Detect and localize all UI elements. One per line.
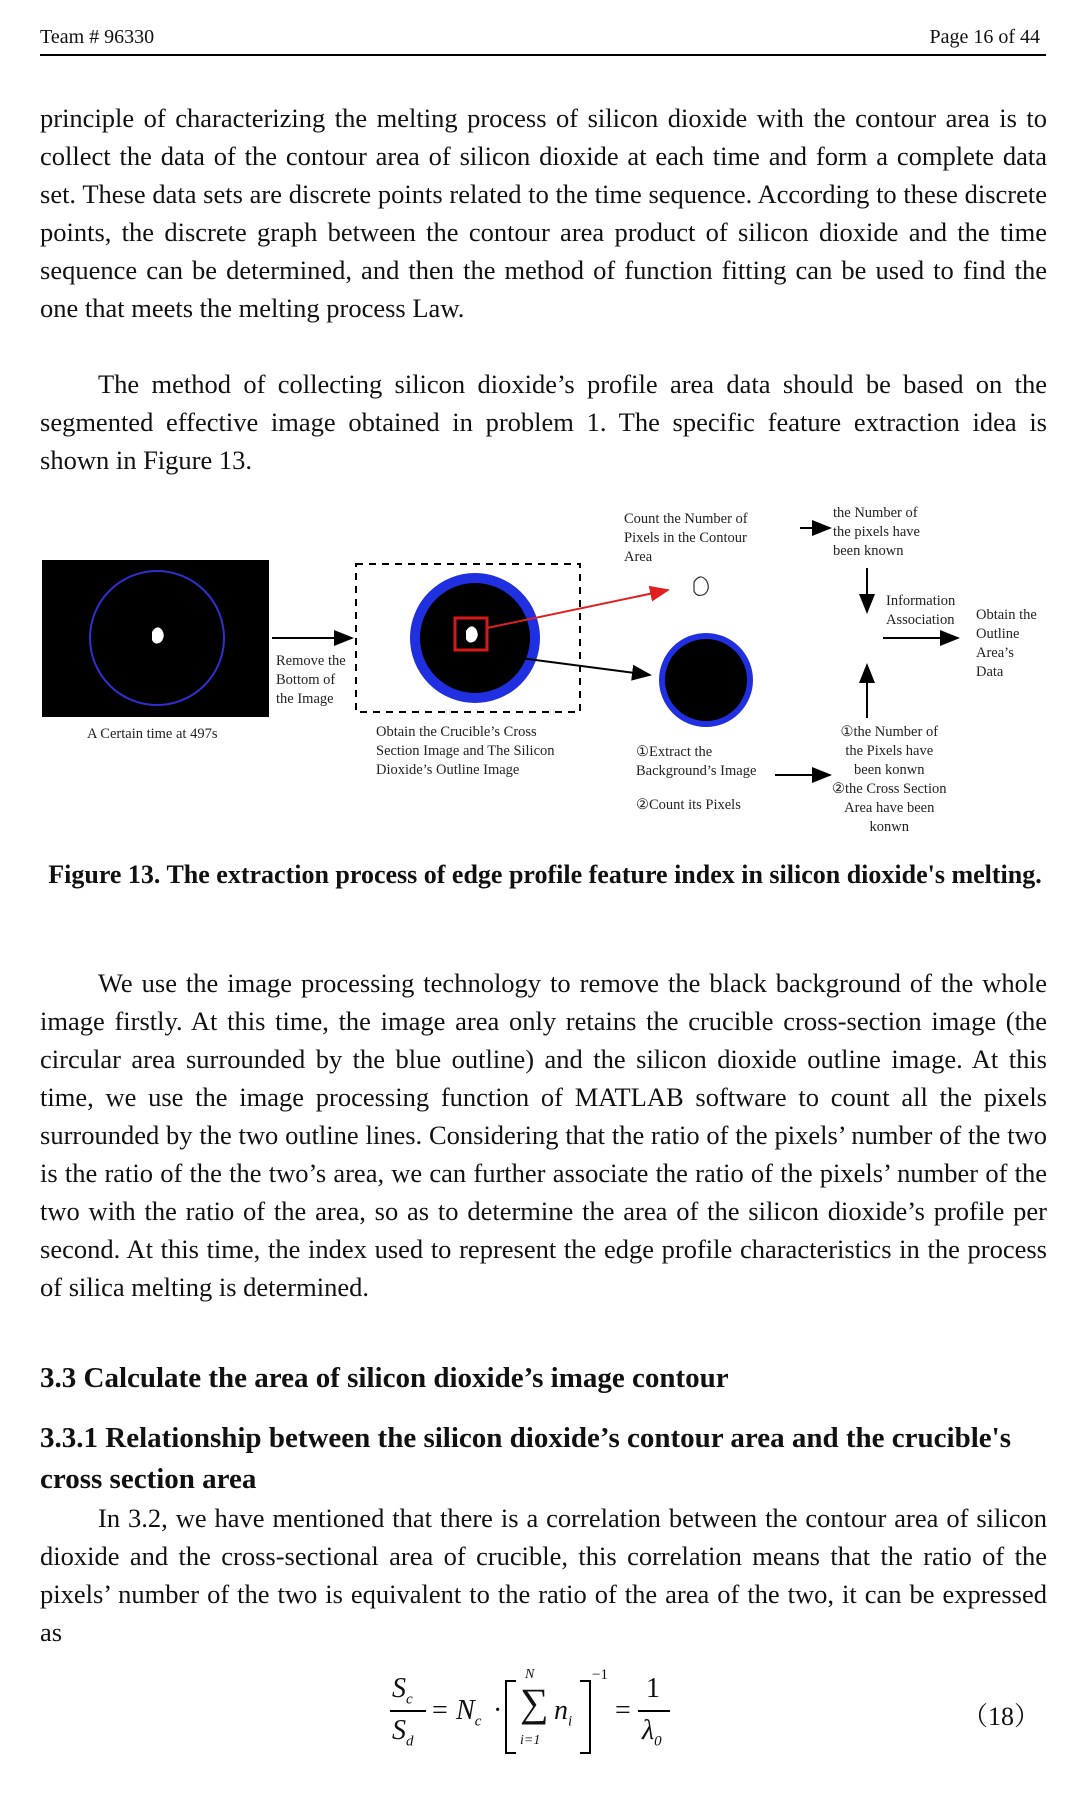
label-extract: ①Extract the Background’s Image xyxy=(636,744,757,779)
eq-equals-2: = xyxy=(615,1695,631,1726)
header-rule xyxy=(40,54,1046,56)
eq-nc: $N_c$ xyxy=(456,1695,482,1730)
section-heading-3-3: 3.3 Calculate the area of silicon dioxide’s image contour xyxy=(40,1362,729,1394)
paragraph-4: In 3.2, we have mentioned that there is a correlation between the contour area of silicon dioxide and the cross-sectional area of crucible, this correlation means that the ratio of the pixels’ number of the two is equivalent to the ratio of the area of the two, it can be expressed as xyxy=(40,1503,1047,1647)
eq-bracket-left xyxy=(505,1680,516,1754)
eq-dot: · xyxy=(493,1695,503,1726)
label-remove: Remove the Bottom of the Image xyxy=(276,653,346,707)
eq-equals-1: = xyxy=(432,1695,448,1726)
label-obtain: Obtain the Crucible’s Cross Section Image and The Silicon Dioxide’s Outline Image xyxy=(376,724,555,778)
label-count: Count the Number of Pixels in the Contour Area xyxy=(624,511,748,565)
eq-ni: $n_i$ xyxy=(554,1695,573,1730)
extracted-blob xyxy=(694,577,708,596)
label-count-pixels: ②Count its Pixels xyxy=(636,797,741,813)
equation-18 xyxy=(380,1665,700,1765)
equation-number: （18） xyxy=(961,1702,1040,1731)
label-numbers-known: ①the Number of the Pixels have been konwn ②the Cross Section Area have been konwn xyxy=(832,724,947,835)
figure-caption: Figure 13. The extraction process of edge profile feature index in silicon dioxide's melting. xyxy=(48,860,1042,889)
eq-sum-sign: ∑ xyxy=(520,1680,549,1725)
eq-lhs-num: $S_c$ xyxy=(392,1673,413,1708)
arrow-black xyxy=(520,658,650,675)
running-header-page: Page 16 of 44 xyxy=(929,26,1040,48)
section-heading-3-3-1: 3.3.1 Relationship between the silicon dioxide’s contour area and the crucible's cross section area xyxy=(40,1422,1011,1495)
eq-bracket-right xyxy=(580,1680,591,1754)
eq-lhs-den: $S_d$ xyxy=(392,1715,414,1750)
eq-exponent: −1 xyxy=(592,1667,608,1683)
eq-rhs-num: 1 xyxy=(646,1673,660,1704)
eq-rhs-den: $\lambda_0$ xyxy=(642,1715,662,1750)
eq-sum-bottom: i=1 xyxy=(520,1733,541,1748)
eq-frac-bar-1 xyxy=(390,1710,426,1712)
label-time: A Certain time at 497s xyxy=(87,726,218,742)
paragraph-2: The method of collecting silicon dioxide’s profile area data should be based on the segmented effective image obtained in problem 1. The specific feature extraction idea is shown in Figure 13. xyxy=(40,369,1047,475)
label-outline-data: Obtain the Outline Area’s Data xyxy=(976,607,1037,680)
eq-sum-top: N xyxy=(525,1667,535,1682)
label-association: Information Association xyxy=(886,593,956,628)
label-known: the Number of the pixels have been known xyxy=(833,505,920,559)
crucible-disc-small xyxy=(662,636,750,724)
paragraph-1: principle of characterizing the melting process of silicon dioxide with the contour area is to collect the data of the contour area of silicon dioxide at each time and form a complete data set. These data sets are discrete points related to the time sequence. According to these discrete points, the discrete graph between the contour area product of silicon dioxide and the time sequence can be determined, and then the method of function fitting can be used to find the one that meets the melting process Law. xyxy=(40,103,1047,323)
paragraph-3: We use the image processing technology to remove the black background of the whole image firstly. At this time, the image area only retains the crucible cross-section image (the circular area surrounded by the blue outline) and the silicon dioxide outline image. At this time, we use the image processing function of MATLAB software to count all the pixels surrounded by the two outline lines. Considering that the ratio of the pixels’ number of the two is the ratio of the the two’s area, we can further associate the ratio of the pixels’ number of the two with the ratio of the area, so as to determine the area of the silicon dioxide’s profile per second. At this time, the index used to represent the edge profile characteristics in the process of silica melting is determined. xyxy=(40,968,1047,1302)
eq-frac-bar-2 xyxy=(638,1710,670,1712)
running-header-team: Team # 96330 xyxy=(40,26,155,48)
